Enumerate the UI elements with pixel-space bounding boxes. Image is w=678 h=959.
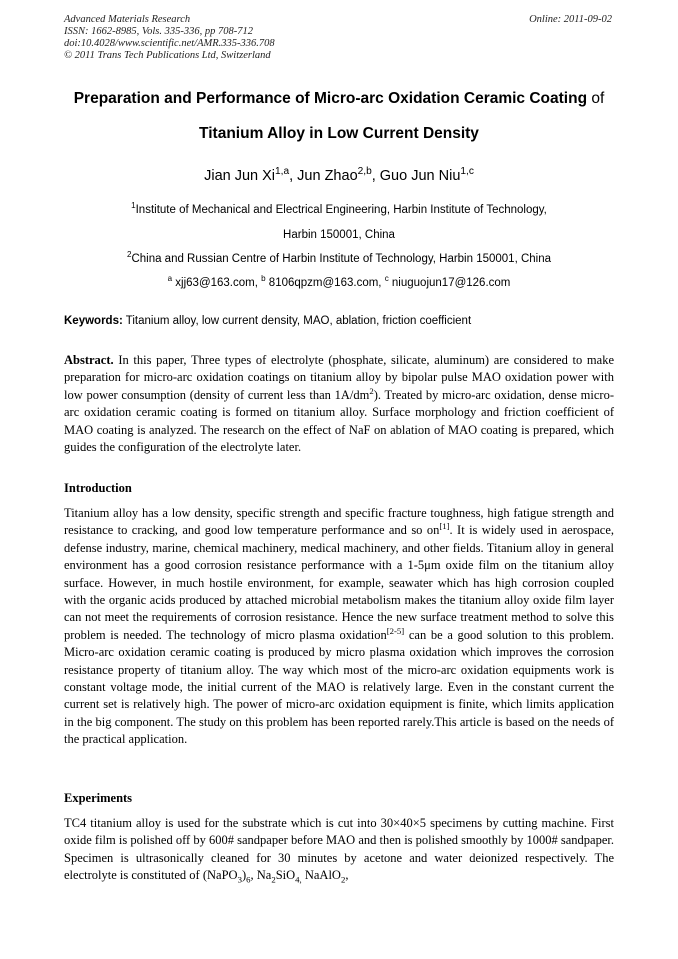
affiliation-1-city: Harbin 150001, China — [283, 229, 395, 241]
aff-1-text: Institute of Mechanical and Electrical Engineering, Harbin Institute of Technology, — [135, 204, 547, 216]
emails — [0, 274, 678, 289]
exp-text: SiO — [275, 868, 296, 883]
title-line-2 — [30, 125, 648, 143]
issn: ISSN: 1662-8985, Vols. 335-336, pp 708-712 — [64, 26, 253, 37]
intro-text-2: . It is widely used in aerospace, defense industry, marine, chemical machinery, medical machinery, and other fields. Titanium alloy in general environment has a good corrosion resistance performance with a 1-5μm oxide film on the titanium alloy surface. However, in much hostile environment, for example, seawater which has high corrosion coupled with the organic acids produced by attached microbial metabolism makes the titanium alloy oxide film layer can not meet the requirements of corrosion resistance. Hence the new surface treatment method to solve this problem is needed. The technology of micro plasma oxidation — [64, 523, 614, 642]
email-b-sup: b — [261, 274, 266, 284]
introduction-body — [64, 505, 614, 749]
author-sep: , — [371, 168, 380, 184]
author-3: Guo Jun Niu — [379, 168, 461, 184]
ref-1: [1] — [439, 521, 450, 532]
author-2-sup: 2,b — [357, 166, 372, 178]
journal-header — [64, 14, 275, 62]
copyright: © 2011 Trans Tech Publications Ltd, Switzerland — [64, 50, 271, 61]
title-tail: of — [587, 90, 605, 107]
title-bold: Preparation and Performance of Micro-arc Oxidation Ceramic Coating — [73, 90, 588, 107]
exp-sub: 2 — [271, 874, 276, 885]
author-1-sup: 1,a — [275, 166, 290, 178]
email-c-sup: c — [384, 274, 389, 284]
email-b: 8106qpzm@163.com, — [265, 277, 385, 289]
author-1: Jian Jun Xi — [204, 168, 276, 184]
intro-text-3: can be a good solution to this problem. Micro-arc oxidation ceramic coating is produced by micro plasma oxidation which improves the corrosion resistance property of titanium alloy. The way which most of the micro-arc oxidation equipments work is constant voltage mode, the initial current of the MAO is relatively large. Even in the constant current the current set is relatively high. The power of micro-arc oxidation equipment is finite, which limits application in the big component. The study on this problem has been reported rarely.This article is based on the needs of the practical application. — [64, 627, 614, 747]
online-date: Online: 2011-09-02 — [529, 14, 612, 25]
experiments-heading: Experiments — [64, 791, 133, 805]
keywords-label: Keywords: — [64, 315, 123, 327]
introduction-heading: Introduction — [64, 481, 132, 495]
exp-text: ) — [241, 868, 247, 883]
author-sep: , — [289, 168, 298, 184]
author-2: Jun Zhao — [297, 168, 358, 184]
exp-sub: 2 — [340, 874, 346, 885]
abstract-sup: 2 — [369, 385, 374, 396]
doi: doi:10.4028/www.scientific.net/AMR.335-336.708 — [64, 38, 275, 49]
aff-2-text: China and Russian Centre of Harbin Institute of Technology, Harbin 150001, China — [131, 253, 552, 265]
abstract-text-2: ). Treated by micro-arc oxidation, dense micro-arc oxidation ceramic coating is formed on titanium alloy. Surface morphology and friction coefficient of MAO coating is analyzed. The research on the effect of NaF on ablation of MAO coating is prepared, which guides the configuration of the electrolyte later. — [64, 387, 614, 455]
abstract-text-1: In this paper, Three types of electrolyte (phosphate, silicate, aluminum) are considered to make preparation for micro-arc oxidation coatings on titanium alloy by bipolar pulse MAO oxidation power with low power consumption (density of current less than 1A/dm — [64, 353, 614, 402]
experiments-body — [64, 815, 614, 885]
email-a-sup: a — [167, 274, 173, 284]
exp-text: , — [345, 868, 349, 883]
intro-text-1: Titanium alloy has a low density, specific strength and specific fracture toughness, high fatigue strength and resistance to cracking, and good low temperature performance and so on — [64, 506, 614, 538]
abstract-label: Abstract. — [64, 353, 114, 367]
keywords-text: Titanium alloy, low current density, MAO, ablation, friction coefficient — [122, 315, 472, 327]
exp-sub: 6 — [246, 874, 251, 885]
exp-text: TC4 titanium alloy is used for the substrate which is cut into 30×40×5 specimens by cutting machine. First oxide film is polished off by 600# sandpaper before MAO and then is polished smoothly by 1000# sandpaper. Specimen is ultrasonically cleaned for 30 minutes by acetone and water deionized respectively. The electrolyte is constituted of (NaPO — [64, 816, 614, 883]
exp-sub: 3 — [237, 874, 242, 885]
exp-text: NaAlO — [301, 868, 341, 883]
email-a: xjj63@163.com, — [172, 277, 262, 289]
title-line-2-text: Titanium Alloy in Low Current Density — [199, 125, 479, 142]
exp-text: , Na — [250, 868, 272, 883]
affiliation-1 — [0, 201, 678, 216]
journal-name: Advanced Materials Research — [64, 14, 191, 25]
email-c: niuguojun17@126.com — [388, 277, 511, 289]
aff-1-num: 1 — [131, 201, 136, 211]
ref-2: [2-5] — [386, 625, 405, 636]
author-3-sup: 1,c — [460, 166, 474, 178]
affiliation-2 — [0, 250, 678, 265]
abstract — [64, 352, 614, 456]
aff-2-num: 2 — [126, 250, 132, 260]
title-line-1 — [30, 90, 648, 108]
keywords — [64, 315, 624, 327]
authors — [0, 168, 678, 184]
exp-sub: 4, — [295, 874, 302, 885]
